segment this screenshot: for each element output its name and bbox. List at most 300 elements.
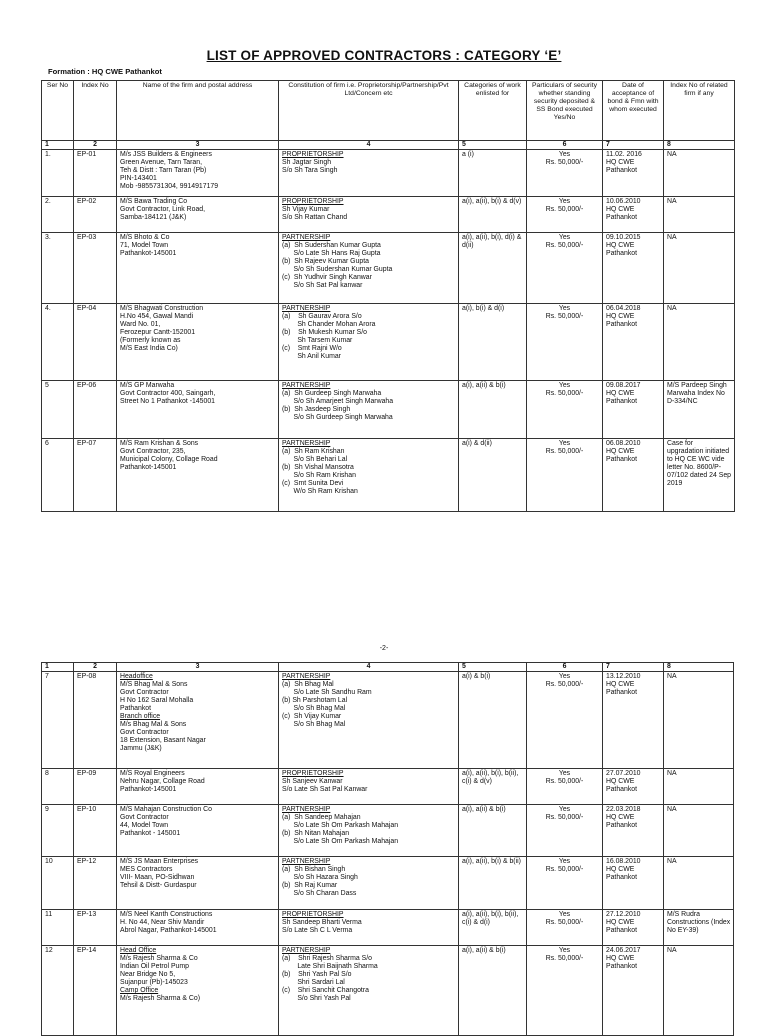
ser-no: 7 <box>42 672 74 769</box>
table1-body <box>42 150 735 512</box>
partner-line: (b) Sh Nitan Mahajan <box>282 830 350 837</box>
constitution <box>279 233 459 304</box>
categories: a (i) <box>459 150 527 197</box>
branch-office-label: Camp Office <box>120 987 159 994</box>
acceptance-date <box>603 381 664 439</box>
date-line: HQ CWE <box>606 919 635 926</box>
acceptance-date <box>603 910 664 946</box>
contractors-table-page2 <box>41 662 734 1036</box>
col-number: 1 <box>42 663 74 672</box>
related-index <box>664 439 735 512</box>
constitution-type: PARTNERSHIP <box>282 947 331 954</box>
partner-line: Sh Vijay Kumar <box>282 206 330 213</box>
col-number: 3 <box>117 141 279 150</box>
firm-name-address <box>117 946 279 1036</box>
related-line: NA <box>667 770 677 777</box>
constitution <box>279 672 459 769</box>
firm-address-line: Near Bridge No 5, <box>120 971 176 978</box>
col-number: 5 <box>459 141 527 150</box>
security-status: Yes <box>558 440 571 447</box>
col-number: 6 <box>527 663 603 672</box>
firm-address-line: M/S Royal Engineers <box>120 770 185 777</box>
date-line: HQ CWE <box>606 242 635 249</box>
date-line: Pathankot <box>606 250 638 257</box>
date-line: Pathankot <box>606 927 638 934</box>
date-line: 09.10.2015 <box>606 234 641 241</box>
firm-address-line: M/s Bhag Mal & Sons <box>120 721 187 728</box>
partner-line: (a) Sh Ram Krishan <box>282 448 345 455</box>
firm-address-line: Govt Contractor <box>120 814 169 821</box>
date-line: 24.06.2017 <box>606 947 641 954</box>
page-number: -2- <box>379 645 389 652</box>
date-line: 06.04.2018 <box>606 305 641 312</box>
categories: a(i), a(ii), b(i) & d(v) <box>459 197 527 233</box>
firm-address-line: Jammu (J&K) <box>120 745 162 752</box>
date-line: HQ CWE <box>606 313 635 320</box>
related-line: upgradation initiated <box>667 448 730 455</box>
firm-address-line: Street No 1 Pathankot -145001 <box>120 398 216 405</box>
firm-address-line: 44, Model Town <box>120 822 169 829</box>
constitution <box>279 910 459 946</box>
ser-no: 5 <box>42 381 74 439</box>
security-amount: Rs. 50,000/- <box>545 955 584 962</box>
index-no: EP-02 <box>74 197 117 233</box>
security-status: Yes <box>558 806 571 813</box>
table-row <box>42 769 734 805</box>
partner-line: (a) Shri Rajesh Sharma S/o <box>282 955 372 962</box>
firm-name-address <box>117 910 279 946</box>
related-line: NA <box>667 673 677 680</box>
col-number: 4 <box>279 141 459 150</box>
date-line: Pathankot <box>606 456 638 463</box>
constitution-type: PARTNERSHIP <box>282 858 331 865</box>
firm-address-line: Indian Oil Petrol Pump <box>120 963 189 970</box>
constitution <box>279 857 459 910</box>
index-no: EP-10 <box>74 805 117 857</box>
partner-line: Sh Sandeep Bharti Verma <box>282 919 362 926</box>
partner-line: S/o Sh Sudershan Kumar Gupta <box>282 266 393 273</box>
partner-line: (c) Sh Vijay Kumar <box>282 713 342 720</box>
constitution-type: PARTNERSHIP <box>282 382 331 389</box>
index-no: EP-04 <box>74 304 117 381</box>
related-line: NA <box>667 305 677 312</box>
related-index <box>664 197 735 233</box>
security-amount: Rs. 50,000/- <box>545 866 584 873</box>
date-line: HQ CWE <box>606 955 635 962</box>
date-line: 09.08.2017 <box>606 382 641 389</box>
related-line: NA <box>667 151 677 158</box>
col-number: 2 <box>74 663 117 672</box>
firm-address-line: M/S GP Marwaha <box>120 382 175 389</box>
col-number: 5 <box>459 663 527 672</box>
partner-line: (a) Sh Bhag Mal <box>282 681 334 688</box>
related-line: Marwaha Index No <box>667 390 725 397</box>
related-line: to HQ CE WC vide <box>667 456 725 463</box>
partner-line: S/o Sh Bhag Mal <box>282 705 346 712</box>
related-index <box>664 672 734 769</box>
firm-address-line: MES Contractors <box>120 866 173 873</box>
partner-line: S/o Sh Charan Dass <box>282 890 357 897</box>
constitution <box>279 769 459 805</box>
table-row <box>42 304 735 381</box>
acceptance-date <box>603 769 664 805</box>
firm-address-line: Municipal Colony, Collage Road <box>120 456 218 463</box>
date-line: HQ CWE <box>606 390 635 397</box>
security-status: Yes <box>558 770 571 777</box>
firm-name-address <box>117 805 279 857</box>
acceptance-date <box>603 439 664 512</box>
security-particulars <box>527 197 603 233</box>
partner-line: (a) Sh Gaurav Arora S/o <box>282 313 362 320</box>
partner-line: (a) Sh Bishan Singh <box>282 866 346 873</box>
date-line: 27.07.2010 <box>606 770 641 777</box>
firm-address-line: M/S Bhagwati Construction <box>120 305 204 312</box>
firm-address-line: M/S Mahajan Construction Co <box>120 806 212 813</box>
related-line: M/S Pardeep Singh <box>667 382 727 389</box>
firm-name-address <box>117 233 279 304</box>
partner-line: S/o Sh Hazara Singh <box>282 874 358 881</box>
partner-line: (b) Sh Rajeev Kumar Gupta <box>282 258 369 265</box>
partner-line: S/o Sh Tara Singh <box>282 167 338 174</box>
related-index <box>664 769 734 805</box>
firm-address-line: Green Avenue, Tarn Taran, <box>120 159 202 166</box>
security-amount: Rs. 50,000/- <box>545 448 584 455</box>
constitution <box>279 946 459 1036</box>
firm-address-line: M/s Rajesh Sharma & Co) <box>120 995 201 1002</box>
col-number: 7 <box>603 663 664 672</box>
firm-address-line: Abrol Nagar, Pathankot-145001 <box>120 927 217 934</box>
categories: a(i), a(ii), b(i), d(i) & d(ii) <box>459 233 527 304</box>
partner-line: (b) Sh Raj Kumar <box>282 882 338 889</box>
index-no: EP-06 <box>74 381 117 439</box>
header-security: Particulars of security whether standing security deposited & SS Bond executed Yes/No <box>527 81 603 141</box>
security-status: Yes <box>558 858 571 865</box>
security-particulars <box>527 672 603 769</box>
partner-line: (c) Smt Sunita Devi <box>282 480 344 487</box>
related-line: Case for <box>667 440 694 447</box>
partner-line: Late Shri Baijnath Sharma <box>282 963 378 970</box>
index-no: EP-08 <box>74 672 117 769</box>
ser-no: 4. <box>42 304 74 381</box>
acceptance-date <box>603 857 664 910</box>
header-related-index: Index No of related firm if any <box>664 81 735 141</box>
firm-address-line: H. No 44, Near Shiv Mandir <box>120 919 205 926</box>
acceptance-date <box>603 946 664 1036</box>
partner-line: S/o Shri Yash Pal <box>282 995 351 1002</box>
security-amount: Rs. 50,000/- <box>545 778 584 785</box>
firm-address-line: Pathankot-145001 <box>120 464 177 471</box>
related-line: Constructions (Index <box>667 919 731 926</box>
constitution <box>279 197 459 233</box>
index-no: EP-03 <box>74 233 117 304</box>
constitution-type: PROPRIETORSHIP <box>282 151 344 158</box>
constitution-type: PARTNERSHIP <box>282 673 331 680</box>
date-line: Pathankot <box>606 822 638 829</box>
security-amount: Rs. 50,000/- <box>545 313 584 320</box>
related-line: NA <box>667 806 677 813</box>
related-index <box>664 946 734 1036</box>
firm-name-address <box>117 672 279 769</box>
firm-address-line: H No 162 Saral Mohalla <box>120 697 194 704</box>
related-line: NA <box>667 947 677 954</box>
partner-line: S/o Late Sh Om Parkash Mahajan <box>282 822 399 829</box>
security-status: Yes <box>558 673 571 680</box>
security-amount: Rs. 50,000/- <box>545 242 584 249</box>
security-particulars <box>527 805 603 857</box>
constitution-type: PROPRIETORSHIP <box>282 198 344 205</box>
constitution <box>279 381 459 439</box>
date-line: Pathankot <box>606 963 638 970</box>
firm-address-line: M/S East India Co) <box>120 345 178 352</box>
date-line: Pathankot <box>606 214 638 221</box>
date-line: HQ CWE <box>606 448 635 455</box>
firm-address-line: Samba-184121 (J&K) <box>120 214 187 221</box>
related-line: NA <box>667 198 677 205</box>
acceptance-date <box>603 672 664 769</box>
col-number: 8 <box>664 141 735 150</box>
col-number: 7 <box>603 141 664 150</box>
partner-line: S/o Sh Behari Lal <box>282 456 348 463</box>
header-firm-name: Name of the firm and postal address <box>117 81 279 141</box>
security-particulars <box>527 150 603 197</box>
related-index <box>664 304 735 381</box>
table-row <box>42 233 735 304</box>
date-line: 13.12.2010 <box>606 673 641 680</box>
firm-address-line: Govt Contractor 400, Saingarh, <box>120 390 216 397</box>
security-particulars <box>527 769 603 805</box>
col-number: 2 <box>74 141 117 150</box>
security-particulars <box>527 439 603 512</box>
partner-line: (b) Sh Mukesh Kumar S/o <box>282 329 368 336</box>
column-number-row <box>42 663 734 672</box>
head-office-label: Head Office <box>120 947 157 954</box>
firm-address-line: Teh & Distt : Tarn Taran (Pb) <box>120 167 207 174</box>
firm-address-line: Ward No. 01, <box>120 321 161 328</box>
firm-address-line: Sujanpur (Pb)-145023 <box>120 979 188 986</box>
contractors-table-page1 <box>41 80 735 512</box>
partner-line: S/o Late Sh Hans Raj Gupta <box>282 250 381 257</box>
date-line: HQ CWE <box>606 814 635 821</box>
constitution <box>279 439 459 512</box>
partner-line: Sh Jagtar Singh <box>282 159 332 166</box>
head-office-label: Headoffice <box>120 673 153 680</box>
table-row <box>42 805 734 857</box>
constitution-type: PROPRIETORSHIP <box>282 911 344 918</box>
categories: a(i) & d(ii) <box>459 439 527 512</box>
ser-no: 12 <box>42 946 74 1036</box>
firm-name-address <box>117 769 279 805</box>
constitution-type: PARTNERSHIP <box>282 234 331 241</box>
partner-line: (b) Sh Vishal Mansotra <box>282 464 354 471</box>
firm-address-line: (Formerly known as <box>120 337 181 344</box>
related-line: 07/102 dated 24 Sep <box>667 472 731 479</box>
security-status: Yes <box>558 382 571 389</box>
index-no: EP-01 <box>74 150 117 197</box>
table-row <box>42 150 735 197</box>
date-line: Pathankot <box>606 786 638 793</box>
related-line: letter No. 8600/P- <box>667 464 722 471</box>
partner-line: Sh Sanjeev Kanwar <box>282 778 343 785</box>
security-status: Yes <box>558 234 571 241</box>
partner-line: (b) Shri Yash Pal S/o <box>282 971 352 978</box>
table-row <box>42 439 735 512</box>
firm-address-line: Pathankot-145001 <box>120 786 177 793</box>
partner-line: S/o Late Sh Sat Pal Kanwar <box>282 786 368 793</box>
firm-name-address <box>117 439 279 512</box>
partner-line: Sh Tarsem Kumar <box>282 337 353 344</box>
firm-name-address <box>117 304 279 381</box>
security-amount: Rs. 50,000/- <box>545 390 584 397</box>
related-index <box>664 805 734 857</box>
ser-no: 2. <box>42 197 74 233</box>
firm-address-line: 18 Extension, Basant Nagar <box>120 737 206 744</box>
index-no: EP-14 <box>74 946 117 1036</box>
categories: a(i), a(ii), b(i), b(ii), c(i) & d(i) <box>459 910 527 946</box>
related-index <box>664 910 734 946</box>
partner-line: (c) Sh Yudhvir Singh Kanwar <box>282 274 372 281</box>
header-ser-no: Ser No <box>42 81 74 141</box>
partner-line: S/o Sh Sat Pal kanwar <box>282 282 363 289</box>
partner-line: (b) Sh Parshotam Lal <box>282 697 348 704</box>
partner-line: Shri Sardari Lal <box>282 979 345 986</box>
firm-address-line: Mob -9855731304, 9914917179 <box>120 183 219 190</box>
partner-line: Sh Anil Kumar <box>282 353 341 360</box>
partner-line: (a) Sh Sudershan Kumar Gupta <box>282 242 381 249</box>
col-number: 8 <box>664 663 734 672</box>
firm-address-line: 71, Model Town <box>120 242 169 249</box>
partner-line: (c) Smt Rajni W/o <box>282 345 342 352</box>
firm-address-line: M/S Bhoto & Co <box>120 234 170 241</box>
firm-address-line: Pathankot-145001 <box>120 250 177 257</box>
table2-body <box>42 672 734 1036</box>
header-constitution: Constitution of firm i.e. Proprietorship/Partnership/Pvt Ltd/Concern etc <box>279 81 459 141</box>
partner-line: S/o Sh Ram Krishan <box>282 472 356 479</box>
table-row <box>42 381 735 439</box>
formation-label: Formation : HQ CWE Pathankot <box>48 67 162 76</box>
ser-no: 1. <box>42 150 74 197</box>
partner-line: S/o Late Sh C L Verma <box>282 927 353 934</box>
related-index <box>664 857 734 910</box>
constitution-type: PARTNERSHIP <box>282 806 331 813</box>
firm-address-line: M/S Bhag Mal & Sons <box>120 681 188 688</box>
col-number: 6 <box>527 141 603 150</box>
ser-no: 9 <box>42 805 74 857</box>
partner-line: S/o Sh Rattan Chand <box>282 214 348 221</box>
constitution-type: PROPRIETORSHIP <box>282 770 344 777</box>
related-index <box>664 381 735 439</box>
acceptance-date <box>603 233 664 304</box>
date-line: 10.06.2010 <box>606 198 641 205</box>
firm-address-line: M/S Ram Krishan & Sons <box>120 440 199 447</box>
firm-address-line: Pathankot <box>120 705 152 712</box>
security-amount: Rs. 50,000/- <box>545 206 584 213</box>
branch-office-label: Branch office <box>120 713 161 720</box>
date-line: Pathankot <box>606 874 638 881</box>
security-particulars <box>527 381 603 439</box>
related-line: M/S Rudra <box>667 911 700 918</box>
security-status: Yes <box>558 947 571 954</box>
ser-no: 11 <box>42 910 74 946</box>
date-line: 22.03.2018 <box>606 806 641 813</box>
firm-address-line: Govt Contractor <box>120 689 169 696</box>
categories: a(i), a(ii), b(i), b(ii), c(i) & d(v) <box>459 769 527 805</box>
firm-address-line: H.No 454, Gawal Mandi <box>120 313 194 320</box>
table-row <box>42 672 734 769</box>
firm-address-line: VIII- Maan, PO-Sidhwan <box>120 874 195 881</box>
constitution <box>279 805 459 857</box>
table-row <box>42 197 735 233</box>
partner-line: S/o Late Sh Om Parkash Mahajan <box>282 838 399 845</box>
partner-line: W/o Sh Ram Krishan <box>282 488 358 495</box>
related-line: D-334/NC <box>667 398 698 405</box>
categories: a(i), a(ii) & b(i) <box>459 946 527 1036</box>
related-line: NA <box>667 234 677 241</box>
constitution-type: PARTNERSHIP <box>282 305 331 312</box>
firm-address-line: Govt Contractor, Link Road, <box>120 206 206 213</box>
header-categories: Categories of work enlisted for <box>459 81 527 141</box>
date-line: 06.08.2010 <box>606 440 641 447</box>
firm-address-line: M/S Neel Kanth Constructions <box>120 911 213 918</box>
partner-line: S/o Sh Bhag Mal <box>282 721 346 728</box>
col-number: 3 <box>117 663 279 672</box>
acceptance-date <box>603 150 664 197</box>
date-line: Pathankot <box>606 398 638 405</box>
firm-name-address <box>117 381 279 439</box>
security-status: Yes <box>558 911 571 918</box>
constitution-type: PARTNERSHIP <box>282 440 331 447</box>
index-no: EP-13 <box>74 910 117 946</box>
partner-line: S/o Sh Gurdeep Singh Marwaha <box>282 414 393 421</box>
categories: a(i), b(i) & d(i) <box>459 304 527 381</box>
security-amount: Rs. 50,000/- <box>545 681 584 688</box>
date-line: HQ CWE <box>606 778 635 785</box>
partner-line: (b) Sh Jasdeep Singh <box>282 406 351 413</box>
categories: a(i), a(ii) & b(i) <box>459 381 527 439</box>
firm-address-line: M/S Bawa Trading Co <box>120 198 188 205</box>
categories: a(i), a(ii), b(i) & b(ii) <box>459 857 527 910</box>
security-particulars <box>527 304 603 381</box>
security-particulars <box>527 946 603 1036</box>
ser-no: 8 <box>42 769 74 805</box>
firm-address-line: Nehru Nagar, Collage Road <box>120 778 205 785</box>
index-no: EP-07 <box>74 439 117 512</box>
partner-line: (a) Sh Sandeep Mahajan <box>282 814 361 821</box>
acceptance-date <box>603 304 664 381</box>
constitution <box>279 150 459 197</box>
header-index-no: Index No <box>74 81 117 141</box>
firm-name-address <box>117 197 279 233</box>
date-line: HQ CWE <box>606 866 635 873</box>
security-particulars <box>527 910 603 946</box>
page-title: LIST OF APPROVED CONTRACTORS : CATEGORY ‘E’ <box>206 48 562 63</box>
related-line: No EY-39) <box>667 927 699 934</box>
firm-address-line: Ferozepur Cantt-152001 <box>120 329 196 336</box>
firm-address-line: PIN-143401 <box>120 175 157 182</box>
acceptance-date <box>603 197 664 233</box>
ser-no: 3. <box>42 233 74 304</box>
ser-no: 10 <box>42 857 74 910</box>
acceptance-date <box>603 805 664 857</box>
partner-line: (a) Sh Gurdeep Singh Marwaha <box>282 390 382 397</box>
categories: a(i), a(ii) & b(i) <box>459 805 527 857</box>
partner-line: S/o Sh Amarjeet Singh Marwaha <box>282 398 394 405</box>
security-particulars <box>527 233 603 304</box>
table-row <box>42 910 734 946</box>
security-particulars <box>527 857 603 910</box>
security-amount: Rs. 50,000/- <box>545 814 584 821</box>
date-line: 27.12.2010 <box>606 911 641 918</box>
date-line: HQ CWE <box>606 159 635 166</box>
